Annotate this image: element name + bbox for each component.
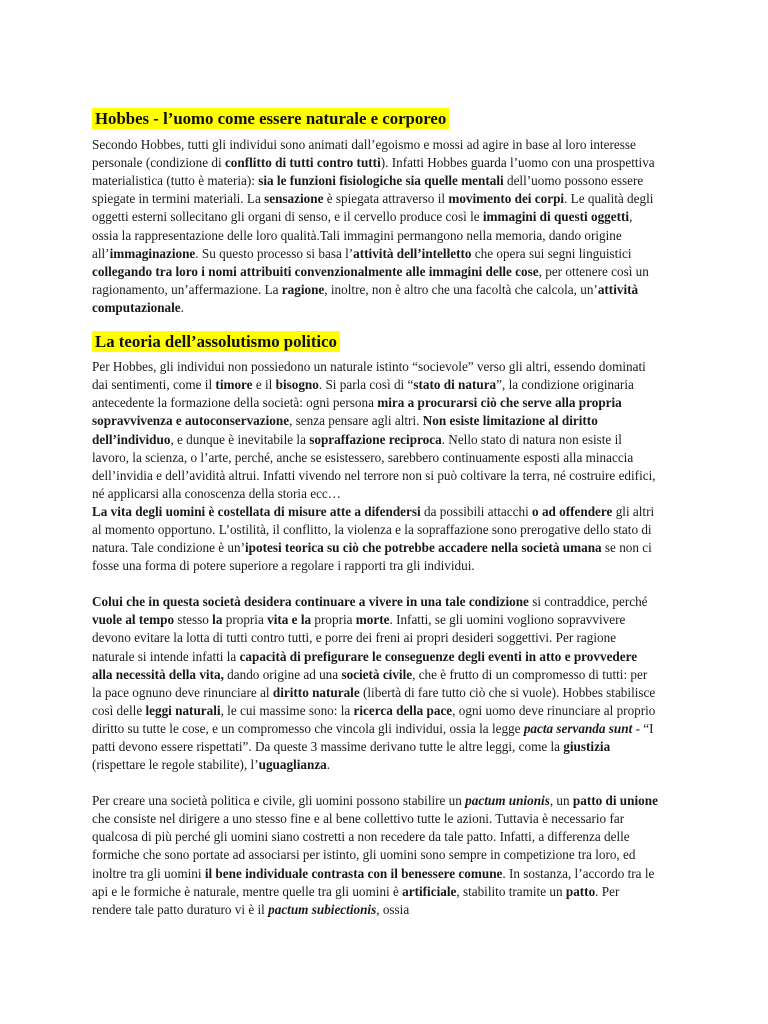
emphasis-text: pactum unionis [465,793,550,809]
emphasis-text: timore [215,377,253,393]
emphasis-text: vita [267,612,289,628]
emphasis-text: immagini di questi oggetti [482,209,630,225]
emphasis-text: pactum subiectionis [268,901,377,917]
section-heading-wrap [92,331,658,352]
emphasis-text: mira a procurarsi ciò che serve alla propria sopravvivenza e autoconservazione [92,395,622,429]
emphasis-text: o ad offendere [532,503,613,519]
emphasis-text: Colui che in questa società desidera continuare a vivere in una tale condizione [92,594,529,610]
section-title-assolutismo: La teoria dell’assolutismo politico [92,331,340,352]
emphasis-text: uguaglianza [258,757,327,773]
emphasis-text: la [212,612,223,628]
emphasis-text: capacità di prefigurare le conseguenze degli eventi in atto e provvedere alla necessità della vita, [92,648,638,682]
emphasis-text: il bene individuale contrasta con il benessere comune [204,865,503,881]
emphasis-text: e [291,612,298,628]
emphasis-text: artificiale [402,883,457,899]
emphasis-text: ricerca della pace [353,702,453,718]
emphasis-text: conflitto di tutti contro tutti [224,155,381,171]
emphasis-text: morte [355,612,390,628]
emphasis-text: La vita degli uomini è costellata di misure atte a difendersi [92,503,421,519]
document-page [92,108,658,919]
emphasis-text: stato di natura [413,377,497,393]
emphasis-text: movimento dei corpi [448,191,565,207]
paragraph-gap [92,575,658,593]
section-title-hobbes: Hobbes - l’uomo come essere naturale e corporeo [92,108,449,129]
emphasis-text: bisogno [275,377,319,393]
emphasis-text: sopraffazione reciproca [309,431,442,447]
paragraph-stato-di-natura: Per Hobbes, gli individui non possiedono un naturale istinto “socievole” verso gli altri, essendo dominati dai sentimenti, come il timore e il bisogno. Si parla così di “stato di natura”, la condizione originaria antecedente la formazione della società: ogni persona mira a procurarsi ciò che serve alla propria sopravvivenza e autoconservazione, senza pensare agli altri. Non esiste limitazione al diritto dell’individuo, e dunque è inevitabile la sopraffazione reciproca. Nello stato di natura non esiste il lavoro, la scienza, o l’arte, perché, anche se esistessero, sarebbero continuamente esposti alla minaccia dell’invidia e dell’avidità altrui. Infatti vivendo nel terrore non si può coltivare la terra, né costruire edifici, né applicarsi alla conoscenza della storia ecc… [92,359,656,501]
emphasis-text: Non esiste limitazione al diritto dell’individuo [92,413,598,447]
paragraph-vita-degli-uomini: La vita degli uomini è costellata di misure atte a difendersi da possibili attacchi o ad offendere gli altri al momento opportuno. L’ostilità, il conflitto, la violenza e la sopraffazione sono prerogative dello stato di natura. Tale condizione è un’ipotesi teorica su ciò che potrebbe accadere nella società umana se non ci fosse una forma di potere superiore a regolare i rapporti tra gli individui. [92,503,655,574]
emphasis-text: sensazione [264,191,324,207]
emphasis-text: ipotesi teorica su ciò che potrebbe accadere nella società umana [245,540,602,556]
emphasis-text: attività computazionale [92,281,639,315]
emphasis-text: patto di unione [572,793,658,809]
emphasis-text: pacta servanda sunt [523,720,633,736]
emphasis-text: immaginazione [109,245,196,261]
emphasis-text: leggi naturali [145,702,221,718]
emphasis-text: la [300,612,312,628]
emphasis-text: società civile [341,666,413,682]
paragraph-leggi-naturali: Colui che in questa società desidera continuare a vivere in una tale condizione si contraddice, perché vuole al tempo stesso la propria vita e la propria morte. Infatti, se gli uomini vogliono sopravvivere devono evitare la lotta di tutti contro tutti, e porre dei freni ai propri desideri soggettivi. Per ragione naturale si intende infatti la capacità di prefigurare le conseguenze degli eventi in atto e provvedere alla necessità della vita, dando origine ad una società civile, che è frutto di un compromesso di tutti: per la pace ognuno deve rinunciare al diritto naturale (libertà di fare tutto ciò che si vuole). Hobbes stabilisce così delle leggi naturali, le cui massime sono: la ricerca della pace, ogni uomo deve rinunciare al proprio diritto su tutte le cose, e un compromesso che vincola gli individui, ossia la legge pacta servanda sunt - “I patti devono essere rispettati”. Da queste 3 massime derivano tutte le altre leggi, come la giustizia (rispettare le regole stabilite), l’uguaglianza. [92,594,656,773]
emphasis-text: diritto naturale [272,684,360,700]
emphasis-text: collegando tra loro i nomi attribuiti convenzionalmente alle immagini delle cose [92,263,539,279]
paragraph-intro: Secondo Hobbes, tutti gli individui sono animati dall’egoismo e mossi ad agire in base al loro interesse personale (condizione di conflitto di tutti contro tutti). Infatti Hobbes guarda l’uomo con una prospettiva materialistica (tutto è materia): sia le funzioni fisiologiche sia quelle mentali dell’uomo possono essere spiegate in termini materiali. La sensazione è spiegata attraverso il movimento dei corpi. Le qualità degli oggetti esterni sollecitano gli organi di senso, e il cervello produce così le immagini di questi oggetti, ossia la rappresentazione delle loro qualità.Tali immagini permangono nella memoria, dando origine all’immaginazione. Su questo processo si basa l’attività dell’intelletto che opera sui segni linguistici collegando tra loro i nomi attribuiti convenzionalmente alle immagini delle cose, per ottenere così un ragionamento, un’affermazione. La ragione, inoltre, non è altro che una facoltà che calcola, un’attività computazionale. [92,137,655,315]
emphasis-text: vuole al tempo [92,612,175,628]
paragraph-gap [92,774,658,792]
emphasis-text: giustizia [563,739,611,754]
section-heading-wrap [92,108,658,129]
emphasis-text: ragione [281,281,325,297]
paragraph-pactum-unionis: Per creare una società politica e civile, gli uomini possono stabilire un pactum unionis, un patto di unione che consiste nel dirigere a uno stesso fine e al bene collettivo tutte le azioni. Tuttavia è necessario far qualcosa di più perché gli uomini siano costretti a non recedere da tale patto. Infatti, a differenza delle formiche che sono portate ad associarsi per istinto, gli uomini sono sempre in competizione tra loro, ed inoltre tra gli uomini il bene individuale contrasta con il benessere comune. In sostanza, l’accordo tra le api e le formiche è naturale, mentre quelle tra gli uomini è artificiale, stabilito tramite un patto. Per rendere tale patto duraturo vi è il pactum subiectionis, ossia [92,793,658,917]
emphasis-text: patto [565,883,596,899]
emphasis-text: attività dell’intelletto [353,245,472,261]
emphasis-text: sia le funzioni fisiologiche sia quelle mentali [258,173,504,189]
